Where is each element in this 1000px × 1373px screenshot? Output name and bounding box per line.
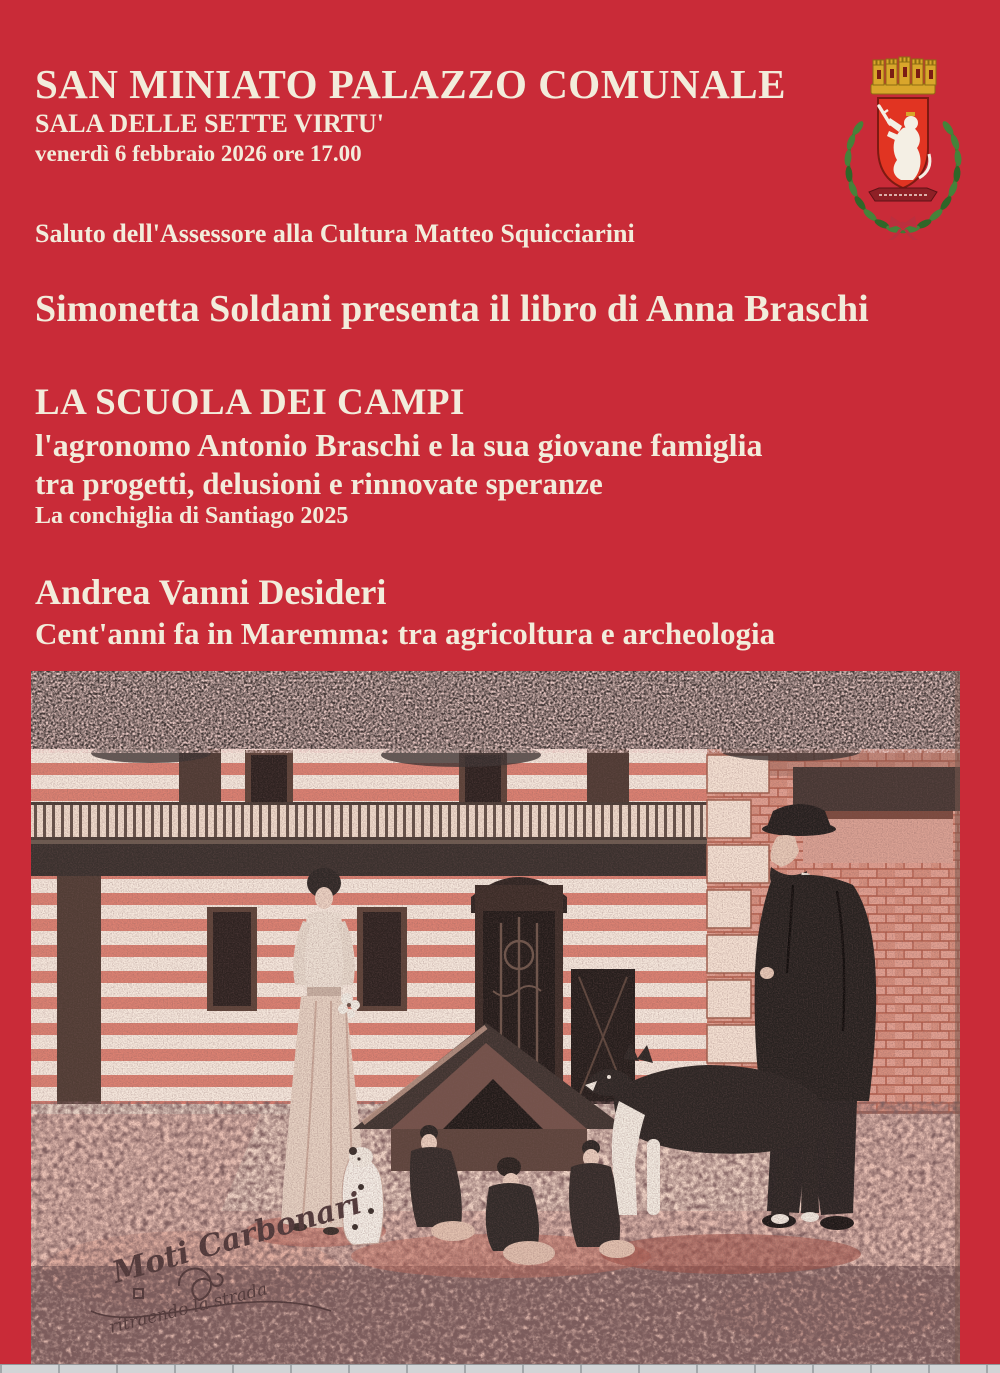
crest-banner	[869, 188, 937, 201]
crest-graphic	[833, 26, 973, 240]
san-miniato-coat-of-arms-icon	[833, 26, 973, 240]
venue-line: SALA DELLE SETTE VIRTU'	[35, 109, 385, 138]
greeting-line: Saluto dell'Assessore alla Cultura Matteo Squicciarini	[35, 219, 635, 248]
presentation-line: Simonetta Soldani presenta il libro di Anna Braschi	[35, 288, 869, 330]
page-title: SAN MINIATO PALAZZO COMUNALE	[35, 61, 786, 107]
photo-edge	[955, 671, 960, 1364]
book-title: LA SCUOLA DEI CAMPI	[35, 382, 465, 423]
book-subtitle-line-2: tra progetti, delusioni e rinnovate speranze	[35, 466, 603, 501]
book-subtitle-line-1: l'agronomo Antonio Braschi e la sua giovane famiglia	[35, 427, 763, 463]
book-edition-line: La conchiglia di Santiago 2025	[35, 503, 349, 529]
photo-grain	[31, 671, 960, 1364]
historic-photograph	[31, 671, 960, 1364]
photo-graphic	[31, 671, 960, 1364]
speaker-name: Andrea Vanni Desideri	[35, 572, 387, 612]
crest-crown	[871, 57, 936, 94]
datetime-line: venerdì 6 febbraio 2026 ore 17.00	[35, 141, 362, 166]
talk-title: Cent'anni fa in Maremma: tra agricoltura e archeologia	[35, 616, 776, 651]
